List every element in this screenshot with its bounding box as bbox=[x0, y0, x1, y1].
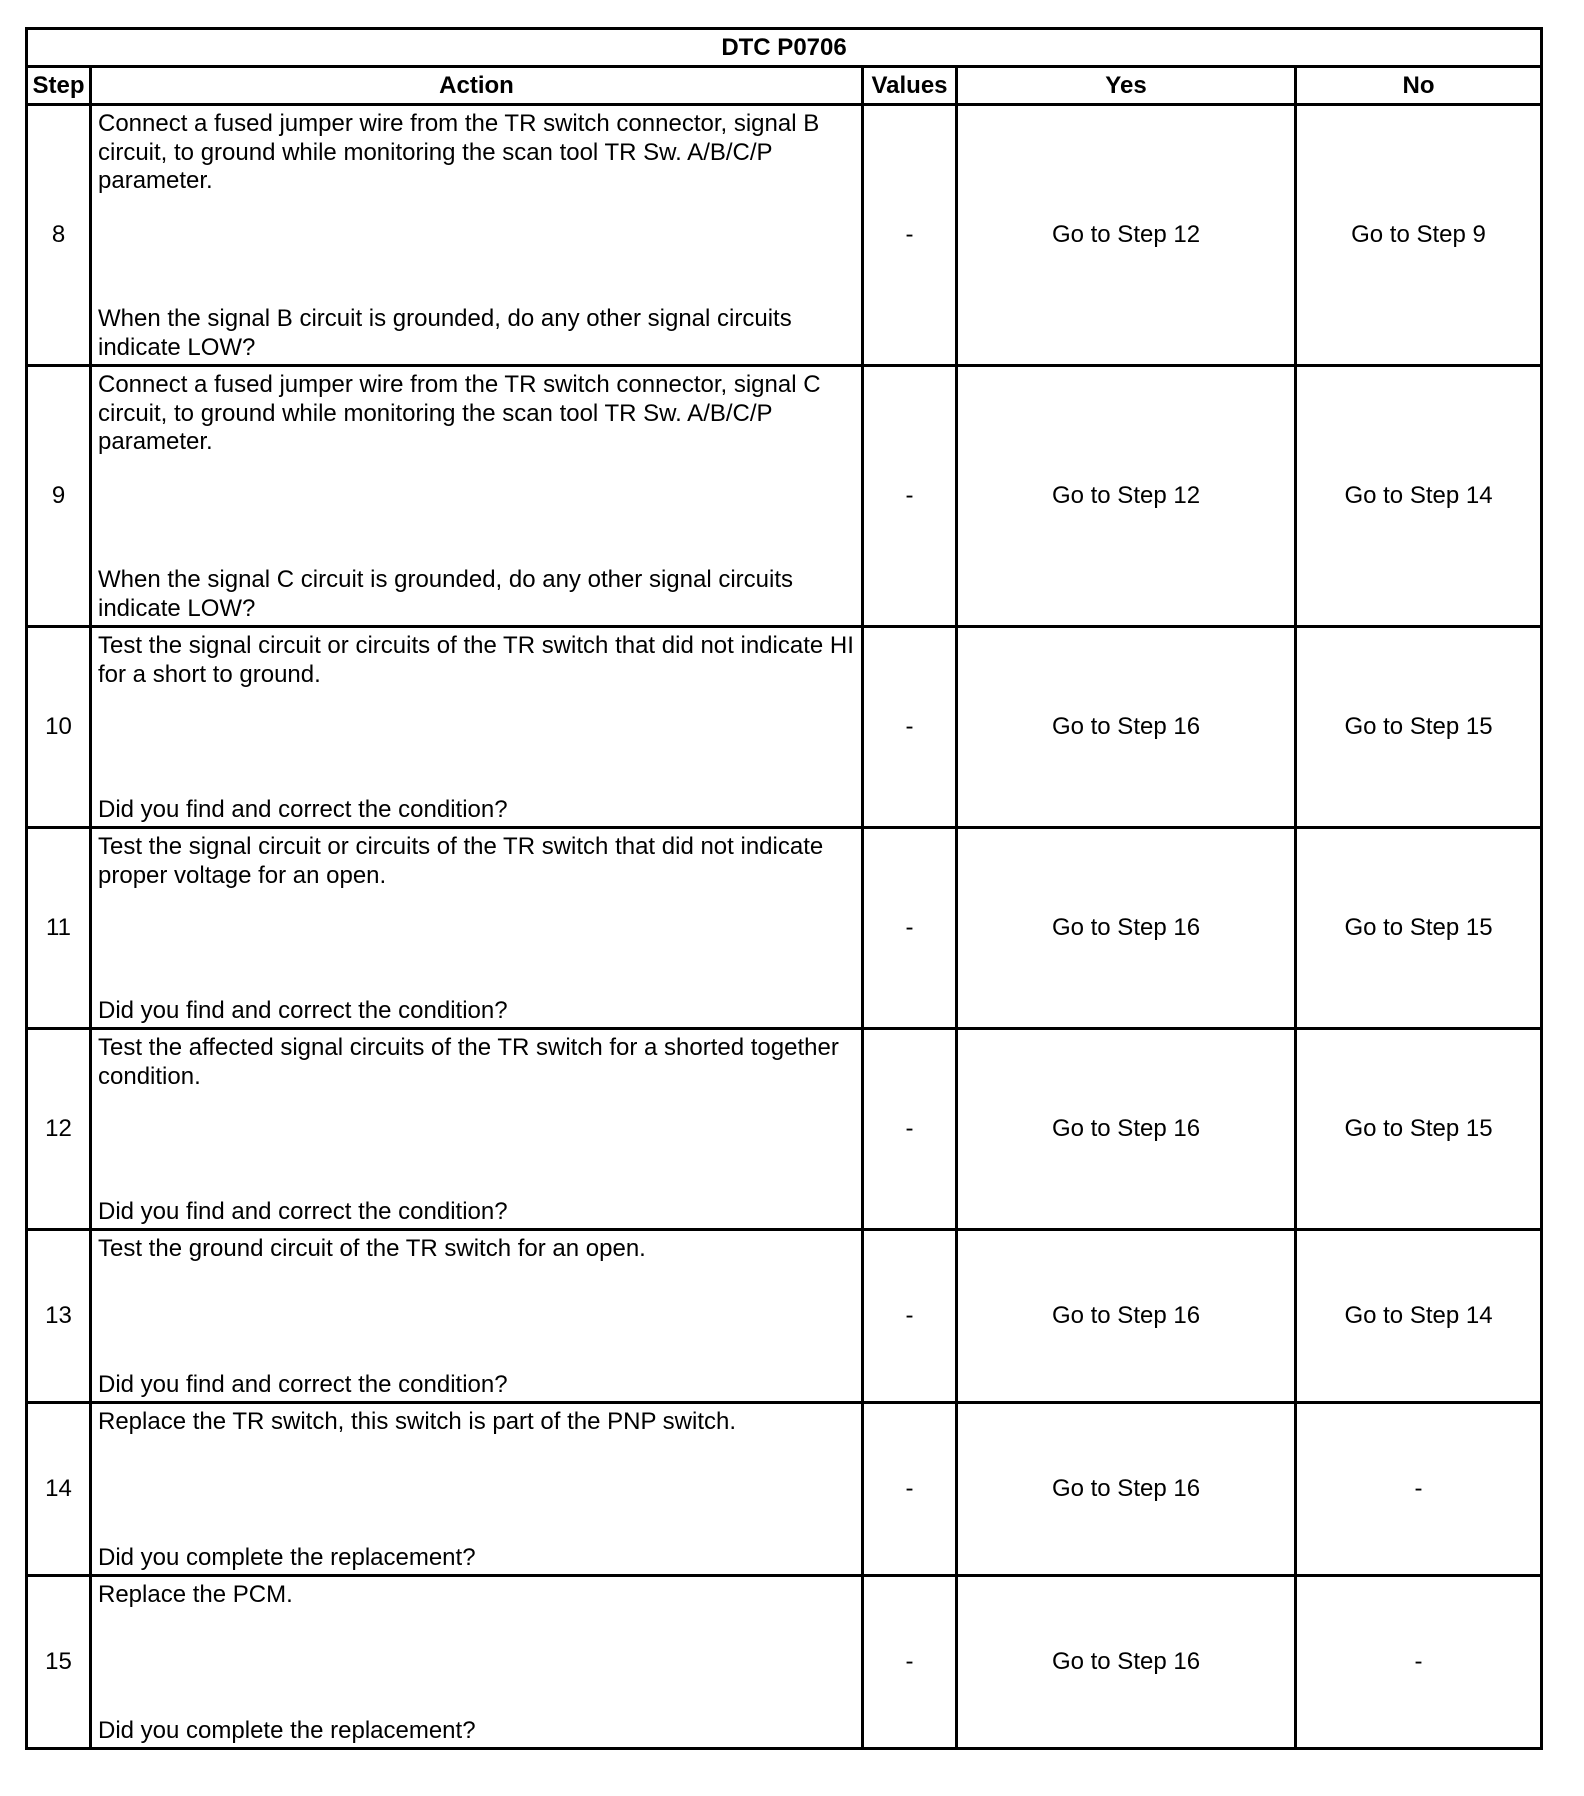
header-step: Step bbox=[27, 67, 91, 105]
values-cell: - bbox=[863, 105, 957, 366]
action-instruction: Replace the TR switch, this switch is part of the PNP switch. bbox=[98, 1408, 737, 1435]
action-cell bbox=[91, 1029, 863, 1230]
yes-cell: Go to Step 12 bbox=[957, 105, 1296, 366]
step-number: 13 bbox=[27, 1230, 91, 1403]
values-cell: - bbox=[863, 1403, 957, 1576]
no-cell: - bbox=[1296, 1576, 1542, 1749]
yes-cell: Go to Step 16 bbox=[957, 1230, 1296, 1403]
action-instruction: Test the signal circuit or circuits of the TR switch that did not indicate HI for a short to ground. bbox=[98, 632, 854, 688]
table-row bbox=[27, 1029, 1542, 1230]
step-number: 14 bbox=[27, 1403, 91, 1576]
action-question: Did you find and correct the condition? bbox=[98, 1370, 508, 1398]
action-instruction: Test the ground circuit of the TR switch for an open. bbox=[98, 1235, 646, 1262]
action-question: Did you find and correct the condition? bbox=[98, 996, 508, 1024]
step-number: 11 bbox=[27, 828, 91, 1029]
action-question: When the signal B circuit is grounded, do any other signal circuits indicate LOW? bbox=[98, 305, 792, 361]
table-row bbox=[27, 366, 1542, 627]
action-question: Did you complete the replacement? bbox=[98, 1543, 476, 1571]
yes-cell: Go to Step 12 bbox=[957, 366, 1296, 627]
no-cell: - bbox=[1296, 1403, 1542, 1576]
values-cell: - bbox=[863, 366, 957, 627]
values-cell: - bbox=[863, 1576, 957, 1749]
no-cell: Go to Step 15 bbox=[1296, 828, 1542, 1029]
no-cell: Go to Step 14 bbox=[1296, 366, 1542, 627]
header-no: No bbox=[1296, 67, 1542, 105]
table-row bbox=[27, 1576, 1542, 1749]
table-row bbox=[27, 627, 1542, 828]
table-row bbox=[27, 105, 1542, 366]
header-row bbox=[27, 67, 1542, 105]
step-number: 12 bbox=[27, 1029, 91, 1230]
step-number: 15 bbox=[27, 1576, 91, 1749]
yes-cell: Go to Step 16 bbox=[957, 1029, 1296, 1230]
no-cell: Go to Step 15 bbox=[1296, 627, 1542, 828]
action-question: Did you find and correct the condition? bbox=[98, 1197, 508, 1225]
action-instruction: Test the signal circuit or circuits of the TR switch that did not indicate proper voltage for an open. bbox=[98, 833, 824, 889]
header-action: Action bbox=[91, 67, 863, 105]
yes-cell: Go to Step 16 bbox=[957, 627, 1296, 828]
yes-cell: Go to Step 16 bbox=[957, 1403, 1296, 1576]
action-question: When the signal C circuit is grounded, do any other signal circuits indicate LOW? bbox=[98, 566, 794, 622]
values-cell: - bbox=[863, 1029, 957, 1230]
values-cell: - bbox=[863, 828, 957, 1029]
action-cell bbox=[91, 828, 863, 1029]
table-row bbox=[27, 1403, 1542, 1576]
action-instruction: Replace the PCM. bbox=[98, 1581, 293, 1608]
no-cell: Go to Step 14 bbox=[1296, 1230, 1542, 1403]
yes-cell: Go to Step 16 bbox=[957, 828, 1296, 1029]
header-yes: Yes bbox=[957, 67, 1296, 105]
dtc-table-sheet bbox=[25, 27, 1540, 1750]
action-instruction: Connect a fused jumper wire from the TR switch connector, signal C circuit, to ground while monitoring the scan tool TR Sw. A/B/C/P parameter. bbox=[98, 371, 821, 455]
action-instruction: Test the affected signal circuits of the TR switch for a shorted together condition. bbox=[98, 1034, 839, 1090]
table-row bbox=[27, 1230, 1542, 1403]
action-cell bbox=[91, 1576, 863, 1749]
action-cell bbox=[91, 366, 863, 627]
action-instruction: Connect a fused jumper wire from the TR switch connector, signal B circuit, to ground while monitoring the scan tool TR Sw. A/B/C/P parameter. bbox=[98, 110, 820, 194]
action-cell bbox=[91, 1230, 863, 1403]
yes-cell: Go to Step 16 bbox=[957, 1576, 1296, 1749]
action-cell bbox=[91, 105, 863, 366]
action-cell bbox=[91, 627, 863, 828]
no-cell: Go to Step 15 bbox=[1296, 1029, 1542, 1230]
table-row bbox=[27, 828, 1542, 1029]
action-question: Did you complete the replacement? bbox=[98, 1716, 476, 1744]
table-title: DTC P0706 bbox=[27, 29, 1542, 67]
step-number: 8 bbox=[27, 105, 91, 366]
step-number: 10 bbox=[27, 627, 91, 828]
action-question: Did you find and correct the condition? bbox=[98, 795, 508, 823]
dtc-table bbox=[25, 27, 1543, 1750]
values-cell: - bbox=[863, 1230, 957, 1403]
step-number: 9 bbox=[27, 366, 91, 627]
no-cell: Go to Step 9 bbox=[1296, 105, 1542, 366]
values-cell: - bbox=[863, 627, 957, 828]
header-values: Values bbox=[863, 67, 957, 105]
action-cell bbox=[91, 1403, 863, 1576]
